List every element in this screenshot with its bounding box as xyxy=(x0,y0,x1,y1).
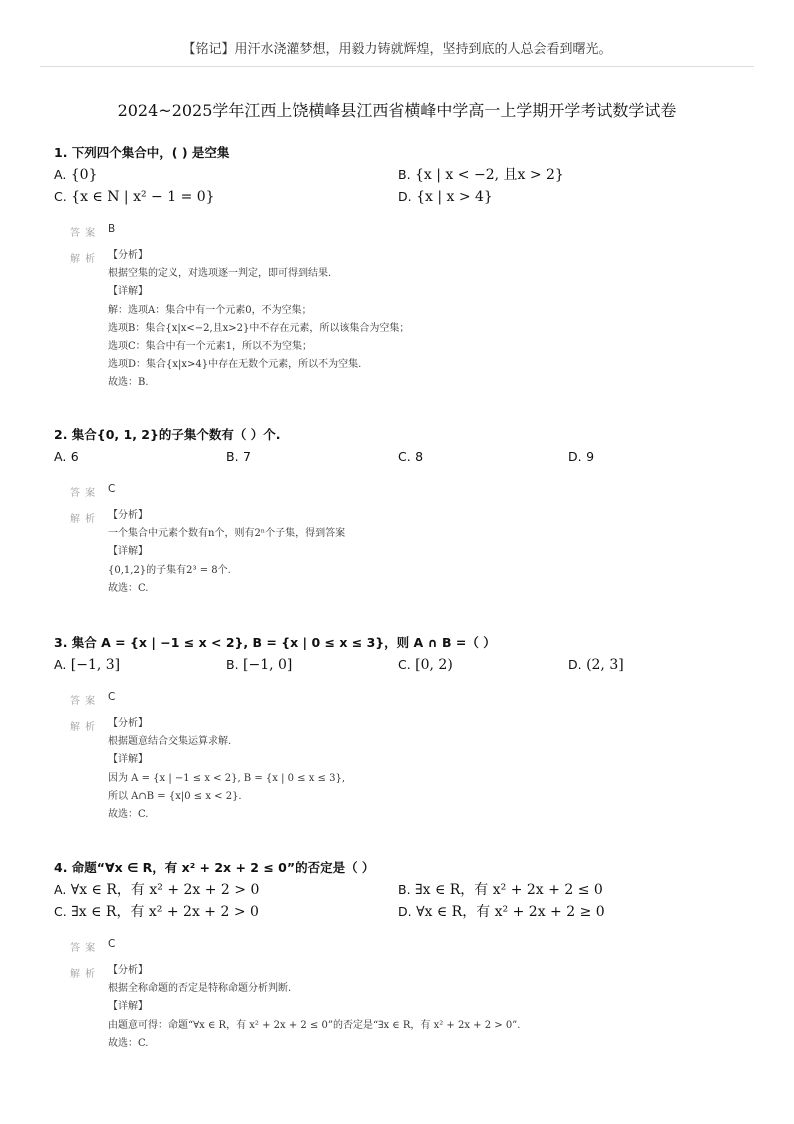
explanation-line: 因为 A = {x | −1 ≤ x < 2}, B = {x | 0 ≤ x ≤ 3}, xyxy=(108,772,345,784)
option-b xyxy=(226,446,251,468)
option-text: 7 xyxy=(243,449,251,464)
explanation-line: 【分析】 xyxy=(108,965,148,976)
option-label: B. xyxy=(226,657,239,672)
explanation-lines xyxy=(108,507,748,598)
option-d xyxy=(398,901,605,923)
option-text: 8 xyxy=(415,449,424,464)
option-text: ∀x ∈ R，有 x² + 2x + 2 > 0 xyxy=(70,882,260,898)
answer-tag: 答 案 xyxy=(70,228,97,239)
option-text: [0, 2) xyxy=(415,657,453,673)
explanation-line: 解：选项A：集合中有一个元素0，不为空集； xyxy=(108,304,312,316)
option-label: C. xyxy=(398,657,411,672)
analysis-tag: 解 析 xyxy=(70,722,97,733)
option-text: ∃x ∈ R，有 x² + 2x + 2 > 0 xyxy=(71,904,259,920)
option-text: 6 xyxy=(70,449,79,464)
explanation-lines xyxy=(108,962,748,1053)
question-4 xyxy=(54,859,754,1049)
option-label: D. xyxy=(568,449,582,464)
answer-value: C xyxy=(108,691,116,703)
option-label: D. xyxy=(398,189,412,204)
explanation-line: 【详解】 xyxy=(108,754,148,766)
option-d xyxy=(568,446,594,468)
option-b xyxy=(398,879,603,901)
option-label: B. xyxy=(398,167,411,182)
option-label: B. xyxy=(226,449,239,464)
options-block xyxy=(54,446,754,470)
question-stem: 2. 集合{0, 1, 2}的子集个数有（ ）个. xyxy=(54,427,281,442)
explanation-line: 【详解】 xyxy=(108,1001,148,1013)
motto-banner: 【铭记】用汗水浇灌梦想，用毅力铸就辉煌，坚持到底的人总会看到曙光。 xyxy=(182,42,612,57)
question-stem: 4. 命题“∀x ∈ R，有 x² + 2x + 2 ≤ 0”的否定是（ ） xyxy=(54,860,375,875)
option-d xyxy=(398,186,493,208)
explanation-line: 一个集合中元素个数有n个，则有2ⁿ个子集，得到答案 xyxy=(108,528,346,540)
question-1 xyxy=(54,144,754,389)
option-text: {x | x < −2, 且x > 2} xyxy=(415,167,564,183)
option-label: C. xyxy=(54,904,67,919)
option-c xyxy=(398,446,423,468)
answer-value: B xyxy=(108,223,116,235)
explanation-lines xyxy=(108,247,748,393)
option-text: (2, 3] xyxy=(586,657,624,673)
option-text: 9 xyxy=(586,449,595,464)
option-label: A. xyxy=(54,882,67,897)
question-3 xyxy=(54,634,754,821)
option-a xyxy=(54,446,79,468)
explanation-line: 根据空集的定义，对选项逐一判定，即可得到结果. xyxy=(108,268,332,280)
explanation-line: 故选：C. xyxy=(108,809,149,821)
option-label: A. xyxy=(54,449,67,464)
answer-tag: 答 案 xyxy=(70,696,97,707)
option-text: [−1, 0] xyxy=(243,657,293,673)
explanation-line: 根据全称命题的否定是特称命题分析判断. xyxy=(108,983,292,995)
explanation-line: 所以 A∩B = {x|0 ≤ x < 2}. xyxy=(108,790,242,802)
option-text: {x | x > 4} xyxy=(416,189,493,205)
option-label: D. xyxy=(568,657,582,672)
question-2 xyxy=(54,426,754,594)
explanation-line: 根据题意结合交集运算求解. xyxy=(108,736,232,748)
explanation-line: 故选：C. xyxy=(108,1037,149,1049)
option-label: B. xyxy=(398,882,411,897)
question-stem: 1. 下列四个集合中，( ) 是空集 xyxy=(54,145,230,160)
answer-tag: 答 案 xyxy=(70,488,97,499)
options-block xyxy=(54,164,754,210)
explanation-line: 由题意可得：命题“∀x ∈ R，有 x² + 2x + 2 ≤ 0”的否定是“∃x ∈ R，有 x² + 2x + 2 > 0”. xyxy=(108,1019,521,1031)
option-label: A. xyxy=(54,167,67,182)
option-text: [−1, 3] xyxy=(70,657,121,673)
explanation-line: 【分析】 xyxy=(108,510,148,521)
option-b xyxy=(398,164,564,186)
options-block xyxy=(54,879,754,925)
option-c xyxy=(398,654,453,676)
option-text: {x ∈ N | x² − 1 = 0} xyxy=(71,189,215,205)
option-a xyxy=(54,654,120,676)
option-label: C. xyxy=(398,449,411,464)
explanation-line: 【分析】 xyxy=(108,718,148,729)
analysis-tag: 解 析 xyxy=(70,969,97,980)
header-divider xyxy=(40,66,754,67)
answer-tag: 答 案 xyxy=(70,943,97,954)
explanation-line: 选项B：集合{x|x<−2,且x>2}中不存在元素，所以该集合为空集； xyxy=(108,322,410,334)
explanation-line: 选项D：集合{x|x>4}中存在无数个元素，所以不为空集. xyxy=(108,359,362,371)
analysis-tag: 解 析 xyxy=(70,514,97,525)
option-a xyxy=(54,164,98,186)
explanation-line: 【分析】 xyxy=(108,250,148,261)
option-text: {0} xyxy=(70,167,98,183)
option-c xyxy=(54,901,259,923)
option-d xyxy=(568,654,624,676)
exam-title: 2024~2025学年江西上饶横峰县江西省横峰中学高一上学期开学考试数学试卷 xyxy=(117,101,677,120)
option-a xyxy=(54,879,259,901)
options-block xyxy=(54,654,754,678)
explanation-line: {0,1,2}的子集有2³ = 8个. xyxy=(108,564,231,576)
option-text: ∃x ∈ R，有 x² + 2x + 2 ≤ 0 xyxy=(415,882,603,898)
question-stem: 3. 集合 A = {x | −1 ≤ x < 2}, B = {x | 0 ≤ x ≤ 3}，则 A ∩ B =（ ） xyxy=(54,635,496,650)
option-label: C. xyxy=(54,189,67,204)
explanation-line: 故选：B. xyxy=(108,377,149,389)
answer-value: C xyxy=(108,483,116,495)
explanation-line: 【详解】 xyxy=(108,546,148,558)
option-text: ∀x ∈ R，有 x² + 2x + 2 ≥ 0 xyxy=(416,904,605,920)
explanation-lines xyxy=(108,715,748,824)
explanation-line: 【详解】 xyxy=(108,286,148,298)
explanation-line: 故选：C. xyxy=(108,582,149,594)
answer-value: C xyxy=(108,938,116,950)
option-label: D. xyxy=(398,904,412,919)
explanation-line: 选项C：集合中有一个元素1，所以不为空集； xyxy=(108,341,313,353)
option-b xyxy=(226,654,292,676)
analysis-tag: 解 析 xyxy=(70,254,97,265)
option-label: A. xyxy=(54,657,67,672)
option-c xyxy=(54,186,215,208)
